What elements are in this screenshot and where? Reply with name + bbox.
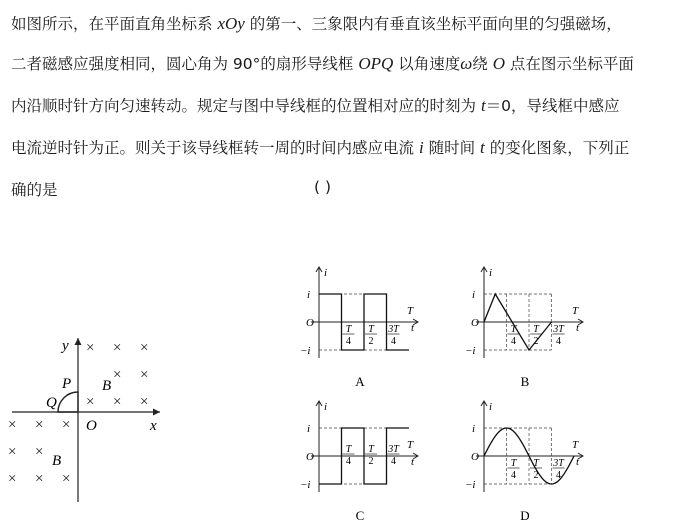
tick-denominator: 2 [533,470,539,481]
tick-denominator: 4 [556,470,561,481]
field-cross: × [140,394,149,410]
field-cross: × [62,417,71,433]
graph-C [295,396,425,526]
neg-i-label: −i [300,345,311,357]
sector-loop [58,392,78,412]
tick-numerator: 3T [553,324,564,335]
origin-label: O [86,418,97,434]
tick-denominator: 4 [391,456,396,467]
tick-numerator: T [368,324,374,335]
field-figure [0,330,175,505]
pos-i-label: i [307,289,311,301]
option-label: D [520,508,530,523]
t-axis-label: t [576,456,580,468]
tick-denominator: 4 [511,336,516,347]
i-axis-label: i [324,401,328,413]
field-cross: × [8,471,17,487]
origin-label: O [306,317,314,329]
tick-numerator: 3T [388,444,399,455]
field-cross: × [35,444,44,460]
tick-denominator: 2 [368,336,374,347]
question-line-4: 电流逆时针为正。则关于该导线框转一周的时间内感应电流 i 随时间 t 的变化图象，下列正 [11,138,630,157]
field-cross: × [113,367,122,383]
field-label-q1: B [102,378,112,394]
field-cross: × [86,340,95,356]
question-line-3: 内沿顺时针方向匀速转动。规定与图中导线框的位置相对应的时刻为 t＝0，导线框中感应 [11,96,620,115]
tick-denominator: 4 [346,456,351,467]
tick-denominator: 4 [511,470,516,481]
period-label: T [407,305,414,317]
origin-label: O [306,451,314,463]
neg-i-label: −i [300,479,311,491]
graph-B [460,262,590,392]
period-label: T [572,439,579,451]
tick-numerator: T [345,444,352,455]
pos-i-label: i [307,423,311,435]
t-axis-label: t [576,322,580,334]
t-axis-label: t [411,456,415,468]
i-axis-label: i [489,267,493,279]
question-line-1: 如图所示，在平面直角坐标系 xOy 的第一、三象限内有垂直该坐标平面向里的匀强磁场， [11,14,622,33]
tick-numerator: T [533,458,539,469]
tick-numerator: T [533,324,539,335]
field-cross: × [113,394,122,410]
option-label: B [520,374,530,389]
field-cross: × [113,340,122,356]
field-cross: × [35,417,44,433]
option-label: C [355,508,365,523]
graph-A [295,262,425,392]
question-line-5: 确的是 [11,181,58,199]
point-p-label: P [62,376,72,392]
field-cross: × [8,417,17,433]
field-label-q3: B [52,453,62,469]
graph-D [460,396,590,526]
i-axis-label: i [489,401,493,413]
tick-numerator: 3T [388,324,399,335]
tick-numerator: T [510,324,517,335]
field-cross: × [8,444,17,460]
tick-numerator: 3T [553,458,564,469]
field-cross: × [140,367,149,383]
tick-denominator: 4 [391,336,396,347]
tick-numerator: T [368,444,374,455]
neg-i-label: −i [465,345,476,357]
i-axis-label: i [324,267,328,279]
option-label: A [355,374,365,389]
answer-blank: ( ) [314,178,332,196]
field-cross: × [86,394,95,410]
field-cross: × [62,471,71,487]
pos-i-label: i [472,423,476,435]
origin-label: O [471,317,479,329]
field-cross: × [140,340,149,356]
neg-i-label: −i [465,479,476,491]
tick-numerator: T [345,324,352,335]
tick-denominator: 4 [556,336,561,347]
period-label: T [572,305,579,317]
tick-denominator: 4 [346,336,351,347]
field-cross: × [35,471,44,487]
origin-label: O [471,451,479,463]
question-line-2: 二者磁感应强度相同，圆心角为 90°的扇形导线框 OPQ 以角速度ω绕 O 点在图示坐标平面 [11,54,634,73]
t-axis-label: t [411,322,415,334]
tick-denominator: 2 [533,336,539,347]
point-q-label: Q [46,395,57,411]
pos-i-label: i [472,289,476,301]
y-axis-label: y [62,338,69,354]
tick-numerator: T [510,458,517,469]
tick-denominator: 2 [368,456,374,467]
period-label: T [407,439,414,451]
x-axis-label: x [150,418,157,434]
